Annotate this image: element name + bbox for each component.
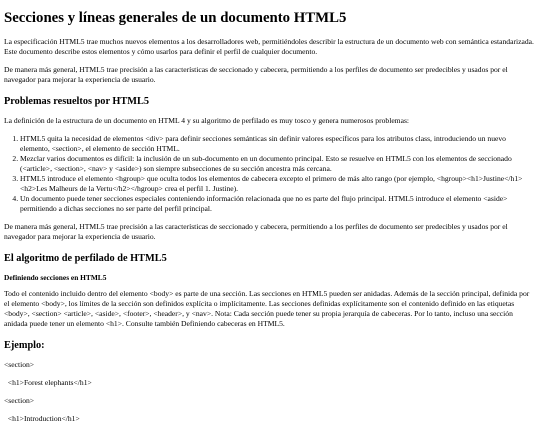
problems-list-item: 2. Mezclar varios documentos es difícil: la inclusión de un sub-documento en un documento principal. Esto se resuelve en HTML5 con los elementos de seccionado (<article>, <section>, <nav> y <aside>) son siempre subsecciones de su sección ancestra más cercana. [20,154,534,174]
example-code-line: <section> [4,396,35,405]
problems-closing-paragraph: De manera más general, HTML5 trae precisión a las características de seccionado y cabecera, permitiendo a los perfiles de documento ser predecibles y usados por el navegador para mejorar la experiencia de usuario. [4,222,508,241]
problems-list-item: 4. Un documento puede tener secciones especiales conteniendo información relacionada que no es parte del flujo principal. HTML5 introduce el elemento <aside> permitiendo a dichas secciones no ser parte del perfil principal. [20,194,534,214]
example-code-line: <h1>Forest elephants</h1> [4,378,92,387]
problems-list-item: 3. HTML5 introduce el elemento <hgroup> que oculta todos los elementos de cabecera excepto el primero de más alto rango (por ejemplo, <hgroup><h1>Justine</h1><h2>Les Malheurs de la Vertu</h2></hgroup> crea el perfil 1. Justine). [20,174,534,194]
intro-paragraph-1: La especificación HTML5 trae muchos nuevos elementos a los desarrolladores web, permitiéndoles describir la estructura de un documento web con semántica estandarizada. Este documento describe estos elementos y cómo usarlos para definir el perfil de cualquier documento. [4,37,534,56]
problems-list [4,134,534,214]
algorithm-subheading: Definiendo secciones en HTML5 [4,273,107,282]
page-title: Secciones y líneas generales de un documento HTML5 [4,10,347,26]
problems-list-item: 1. HTML5 quita la necesidad de elementos <div> para definir secciones semánticas sin definir valores específicos para los atributos class, introduciendo un nuevo elemento, <section>, el elemento de sección HTML. [20,134,534,154]
algorithm-heading: El algoritmo de perfilado de HTML5 [4,253,167,264]
algorithm-paragraph: Todo el contenido incluido dentro del elemento <body> es parte de una sección. Las secciones en HTML5 pueden ser anidadas. Además de la sección principal, definida por el elemento <body>, los límites de la sección son definidos explícita o implícitamente. Las secciones definidas explícitamente son el contenido definido en las etiquetas <body>, <section> <article>, <aside>, <footer>, <header>, y <nav>. Nota: Cada sección puede tener su propia jerarquía de cabeceras. Por lo tanto, incluso una sección anidada puede tener un elemento <h1>. Consulte también Definiendo cabeceras en HTML5. [4,289,530,328]
example-code-line: <section> [4,360,35,369]
example-code-line: <h1>Introduction</h1> [4,414,80,423]
problems-paragraph: La definición de la estructura de un documento en HTML 4 y su algoritmo de perfilado es muy tosco y genera numerosos problemas: [4,116,410,125]
intro-paragraph-2: De manera más general, HTML5 trae precisión a las características de seccionado y cabecera, permitiendo a los perfiles de documento ser predecibles y usados por el navegador para mejorar la experiencia de usuario. [4,65,508,84]
problems-heading: Problemas resueltos por HTML5 [4,96,150,107]
example-heading: Ejemplo: [4,340,45,351]
